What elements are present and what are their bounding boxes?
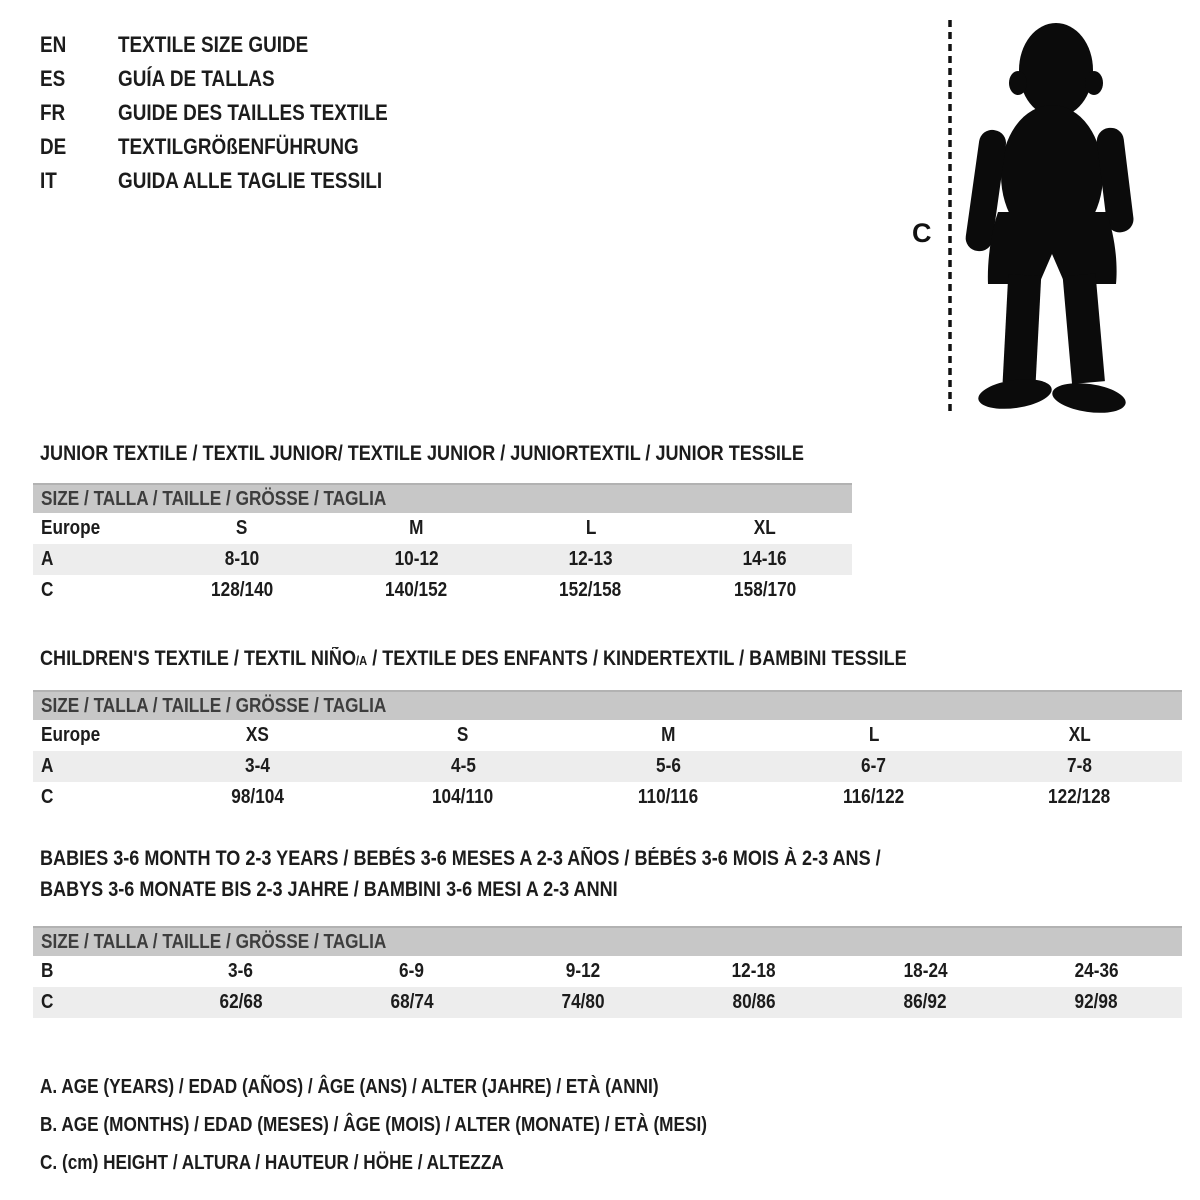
guide-title-en: TEXTILE SIZE GUIDE xyxy=(118,32,309,57)
silhouette-ear-right xyxy=(1085,71,1103,95)
babies-textile-section xyxy=(33,843,1182,1018)
age-cell: 4-5 xyxy=(450,755,476,777)
row-label: C xyxy=(41,786,54,808)
table-row-europe xyxy=(33,513,852,544)
junior-section-title: JUNIOR TEXTILE / TEXTIL JUNIOR/ TEXTILE JUNIOR / JUNIORTEXTIL / JUNIOR TESSILE xyxy=(40,442,804,465)
age-cell: 8-10 xyxy=(224,548,260,570)
babies-title-line1: BABIES 3-6 MONTH TO 2-3 YEARS / BEBÉS 3-6 MESES A 2-3 AÑOS / BÉBÉS 3-6 MOIS À 2-3 ANS / xyxy=(40,847,881,870)
silhouette-foot-right xyxy=(1050,379,1127,417)
height-cell: 122/128 xyxy=(1048,786,1111,808)
row-label: B xyxy=(41,960,54,982)
table-row-age xyxy=(33,544,852,575)
silhouette-ear-left xyxy=(1009,71,1027,95)
table-row-age xyxy=(33,751,1182,782)
silhouette-leg-right xyxy=(1063,274,1105,384)
children-size-table xyxy=(33,720,1182,813)
row-label: Europe xyxy=(41,517,101,539)
size-cell: S xyxy=(236,517,248,539)
height-cell: 80/86 xyxy=(732,991,776,1013)
junior-textile-section xyxy=(33,438,852,606)
size-cell: M xyxy=(661,724,676,746)
table-row-europe xyxy=(33,720,1182,751)
size-cell: M xyxy=(409,517,424,539)
size-cell: S xyxy=(457,724,469,746)
height-cell: 140/152 xyxy=(385,579,448,601)
table-row-height xyxy=(33,782,1182,813)
language-code: EN xyxy=(40,32,67,57)
language-code: IT xyxy=(40,168,57,193)
legend-line-c: C. (cm) HEIGHT / ALTURA / HAUTEUR / HÖHE / ALTEZZA xyxy=(40,1152,504,1174)
age-cell: 3-4 xyxy=(245,755,271,777)
language-code: DE xyxy=(40,134,67,159)
size-header-bar: SIZE / TALLA / TAILLE / GRÖSSE / TAGLIA xyxy=(33,926,1182,956)
silhouette-foot-left xyxy=(976,375,1053,413)
age-cell: 6-9 xyxy=(399,960,425,982)
age-cell: 7-8 xyxy=(1066,755,1092,777)
height-cell: 110/116 xyxy=(638,786,699,808)
height-cell: 68/74 xyxy=(390,991,434,1013)
size-cell: XL xyxy=(1068,724,1091,746)
silhouette-shorts xyxy=(988,212,1117,284)
table-row-age-months xyxy=(33,956,1182,987)
toddler-silhouette-figure xyxy=(900,12,1145,424)
guide-title-fr: GUIDE DES TAILLES TEXTILE xyxy=(118,100,388,125)
height-cell: 98/104 xyxy=(231,786,284,808)
height-cell: 104/110 xyxy=(432,786,494,808)
babies-size-table xyxy=(33,956,1182,1018)
height-measure-label: C xyxy=(912,218,932,248)
size-cell: L xyxy=(868,724,880,746)
age-cell: 5-6 xyxy=(656,755,681,777)
children-textile-section xyxy=(33,643,1182,813)
age-cell: 12-13 xyxy=(568,548,613,570)
age-cell: 18-24 xyxy=(903,960,948,982)
size-header-bar: SIZE / TALLA / TAILLE / GRÖSSE / TAGLIA xyxy=(33,483,852,513)
silhouette-leg-left xyxy=(1003,274,1042,384)
height-cell: 152/158 xyxy=(559,579,622,601)
height-cell: 128/140 xyxy=(211,579,274,601)
row-label: C xyxy=(41,991,54,1013)
size-cell: L xyxy=(585,517,596,539)
height-cell: 62/68 xyxy=(219,991,263,1013)
row-label: A xyxy=(41,548,54,570)
height-cell: 116/122 xyxy=(843,786,905,808)
height-cell: 158/170 xyxy=(733,579,796,601)
age-cell: 6-7 xyxy=(861,755,887,777)
age-cell: 14-16 xyxy=(742,548,787,570)
language-row-fr xyxy=(40,96,432,130)
table-row-height xyxy=(33,987,1182,1018)
toddler-silhouette xyxy=(964,23,1135,417)
language-code: FR xyxy=(40,100,66,125)
nino-a-subscript: /A xyxy=(356,653,368,668)
language-title-list xyxy=(40,28,432,198)
language-row-es xyxy=(40,62,432,96)
language-row-en xyxy=(40,28,432,62)
junior-size-table xyxy=(33,513,852,606)
height-cell: 86/92 xyxy=(903,991,947,1013)
age-cell: 9-12 xyxy=(565,960,601,982)
row-label: A xyxy=(41,755,54,777)
age-cell: 3-6 xyxy=(228,960,254,982)
children-section-title: CHILDREN'S TEXTILE / TEXTIL NIÑO/A / TEXTILE DES ENFANTS / KINDERTEXTIL / BAMBINI TESSILE xyxy=(40,647,907,670)
measurement-legend xyxy=(40,1068,816,1182)
legend-line-b: B. AGE (MONTHS) / EDAD (MESES) / ÂGE (MOIS) / ALTER (MONATE) / ETÀ (MESI) xyxy=(40,1114,707,1136)
language-row-it xyxy=(40,164,432,198)
babies-section-title xyxy=(33,843,1182,905)
babies-title-line2: BABYS 3-6 MONATE BIS 2-3 JAHRE / BAMBINI 3-6 MESI A 2-3 ANNI xyxy=(40,878,618,901)
language-row-de xyxy=(40,130,432,164)
age-cell: 12-18 xyxy=(732,960,777,982)
table-row-height xyxy=(33,575,852,606)
guide-title-es: GUÍA DE TALLAS xyxy=(118,66,275,91)
size-cell: XS xyxy=(246,724,270,746)
size-header-bar: SIZE / TALLA / TAILLE / GRÖSSE / TAGLIA xyxy=(33,690,1182,720)
height-cell: 74/80 xyxy=(561,991,605,1013)
size-cell: XL xyxy=(753,517,776,539)
silhouette-head xyxy=(1019,23,1093,117)
guide-title-it: GUIDA ALLE TAGLIE TESSILI xyxy=(118,168,383,193)
language-code: ES xyxy=(40,66,66,91)
age-cell: 24-36 xyxy=(1074,960,1119,982)
age-cell: 10-12 xyxy=(394,548,439,570)
row-label: C xyxy=(41,579,54,601)
guide-title-de: TEXTILGRÖßENFÜHRUNG xyxy=(118,134,359,159)
row-label: Europe xyxy=(41,724,101,746)
height-cell: 92/98 xyxy=(1074,991,1118,1013)
legend-line-a: A. AGE (YEARS) / EDAD (AÑOS) / ÂGE (ANS) / ALTER (JAHRE) / ETÀ (ANNI) xyxy=(40,1076,659,1098)
